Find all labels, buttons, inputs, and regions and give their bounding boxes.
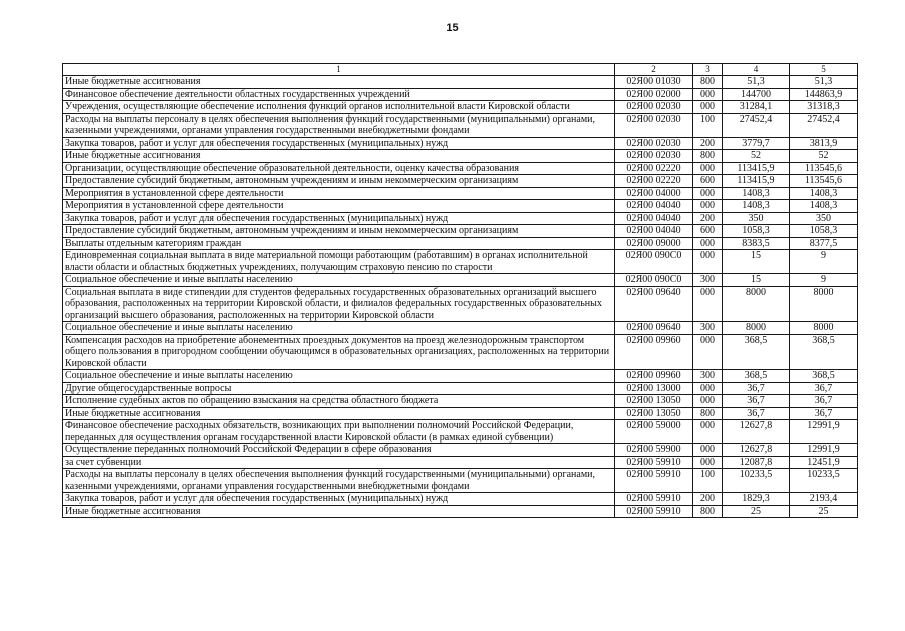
table-row	[63, 88, 858, 101]
expense-name-cell: Учреждения, осуществляющие обеспечение исполнения функций органов исполнительной власти Кировской области	[63, 101, 615, 114]
expense-type-cell: 000	[693, 101, 723, 114]
table-row	[63, 370, 858, 383]
amount-col5-cell: 51,3	[790, 76, 858, 89]
table-row	[63, 334, 858, 370]
target-code-cell: 02Я00 59910	[615, 469, 693, 493]
amount-col4-cell: 52	[723, 150, 790, 163]
expense-type-cell: 000	[693, 237, 723, 250]
amount-col4-cell: 10233,5	[723, 469, 790, 493]
table-row	[63, 322, 858, 335]
expense-name-cell: Мероприятия в установленной сфере деятельности	[63, 200, 615, 213]
expense-name-cell: Осуществление переданных полномочий Российской Федерации в сфере образования	[63, 444, 615, 457]
target-code-cell: 02Я00 02030	[615, 101, 693, 114]
expense-name-cell: Закупка товаров, работ и услуг для обеспечения государственных (муниципальных) нужд	[63, 493, 615, 506]
expense-name-cell: Финансовое обеспечение расходных обязательств, возникающих при выполнении полномочий Российской Федерации, переданных для осуществления органам государственной власти Кировской области (в рамках единой субвенции)	[63, 420, 615, 444]
expense-type-cell: 800	[693, 407, 723, 420]
amount-col4-cell: 368,5	[723, 370, 790, 383]
amount-col4-cell: 113415,9	[723, 175, 790, 188]
amount-col4-cell: 36,7	[723, 395, 790, 408]
expense-type-cell: 200	[693, 137, 723, 150]
amount-col5-cell: 8377,5	[790, 237, 858, 250]
target-code-cell: 02Я00 59910	[615, 505, 693, 518]
amount-col4-cell: 8000	[723, 322, 790, 335]
table-row	[63, 175, 858, 188]
expense-type-cell: 000	[693, 162, 723, 175]
amount-col5-cell: 8000	[790, 322, 858, 335]
expense-type-cell: 600	[693, 175, 723, 188]
expense-type-cell: 600	[693, 225, 723, 238]
target-code-cell: 02Я00 04040	[615, 212, 693, 225]
amount-col5-cell: 9	[790, 274, 858, 287]
amount-col5-cell: 368,5	[790, 370, 858, 383]
table-row	[63, 407, 858, 420]
expense-type-cell: 100	[693, 469, 723, 493]
expense-type-cell: 000	[693, 200, 723, 213]
target-code-cell: 02Я00 13050	[615, 407, 693, 420]
amount-col4-cell: 27452,4	[723, 113, 790, 137]
expense-name-cell: Другие общегосударственные вопросы	[63, 382, 615, 395]
target-code-cell: 02Я00 09640	[615, 286, 693, 322]
expense-name-cell: Социальная выплата в виде стипендии для студентов федеральных государственных образовательных организаций высшего образования, расположенных на территории Кировской области, и филиалов федеральных государственных образовательных организаций высшего образования, расположенных на территории Кировской области	[63, 286, 615, 322]
expense-name-cell: Мероприятия в установленной сфере деятельности	[63, 187, 615, 200]
target-code-cell: 02Я00 090С0	[615, 250, 693, 274]
amount-col5-cell: 36,7	[790, 407, 858, 420]
expense-type-cell: 200	[693, 212, 723, 225]
expense-name-cell: Иные бюджетные ассигнования	[63, 150, 615, 163]
expense-name-cell: Организации, осуществляющие обеспечение образовательной деятельности, оценку качества образования	[63, 162, 615, 175]
amount-col5-cell: 3813,9	[790, 137, 858, 150]
table-row	[63, 395, 858, 408]
expense-name-cell: Предоставление субсидий бюджетным, автономным учреждениям и иным некоммерческим организациям	[63, 225, 615, 238]
table-row	[63, 187, 858, 200]
table-row	[63, 250, 858, 274]
table-row	[63, 237, 858, 250]
amount-col5-cell: 350	[790, 212, 858, 225]
expense-name-cell: Закупка товаров, работ и услуг для обеспечения государственных (муниципальных) нужд	[63, 137, 615, 150]
expense-name-cell: Социальное обеспечение и иные выплаты населению	[63, 274, 615, 287]
expense-type-cell: 000	[693, 395, 723, 408]
expense-name-cell: Социальное обеспечение и иные выплаты населению	[63, 370, 615, 383]
amount-col4-cell: 36,7	[723, 407, 790, 420]
amount-col4-cell: 8000	[723, 286, 790, 322]
expense-name-cell: Иные бюджетные ассигнования	[63, 76, 615, 89]
amount-col4-cell: 12627,8	[723, 444, 790, 457]
amount-col5-cell: 1408,3	[790, 187, 858, 200]
expense-name-cell: Исполнение судебных актов по обращению взыскания на средства областного бюджета	[63, 395, 615, 408]
target-code-cell: 02Я00 59000	[615, 420, 693, 444]
target-code-cell: 02Я00 02030	[615, 137, 693, 150]
amount-col4-cell: 1829,3	[723, 493, 790, 506]
expense-type-cell: 000	[693, 334, 723, 370]
target-code-cell: 02Я00 13050	[615, 395, 693, 408]
expense-type-cell: 100	[693, 113, 723, 137]
amount-col4-cell: 12087,8	[723, 456, 790, 469]
expense-type-cell: 000	[693, 382, 723, 395]
amount-col5-cell: 52	[790, 150, 858, 163]
amount-col4-cell: 3779,7	[723, 137, 790, 150]
target-code-cell: 02Я00 59910	[615, 493, 693, 506]
expense-name-cell: Предоставление субсидий бюджетным, автономным учреждениям и иным некоммерческим организациям	[63, 175, 615, 188]
table-row	[63, 286, 858, 322]
target-code-cell: 02Я00 13000	[615, 382, 693, 395]
table-row	[63, 444, 858, 457]
target-code-cell: 02Я00 59900	[615, 444, 693, 457]
amount-col4-cell: 31284,1	[723, 101, 790, 114]
table-row	[63, 469, 858, 493]
table-row	[63, 200, 858, 213]
table-row	[63, 420, 858, 444]
amount-col5-cell: 27452,4	[790, 113, 858, 137]
amount-col5-cell: 1408,3	[790, 200, 858, 213]
table-row	[63, 456, 858, 469]
target-code-cell: 02Я00 02030	[615, 150, 693, 163]
amount-col4-cell: 8383,5	[723, 237, 790, 250]
amount-col4-cell: 25	[723, 505, 790, 518]
expense-type-cell: 200	[693, 493, 723, 506]
table-row	[63, 76, 858, 89]
expense-type-cell: 000	[693, 286, 723, 322]
amount-col5-cell: 368,5	[790, 334, 858, 370]
page-number: 15	[446, 22, 459, 34]
expense-name-cell: Иные бюджетные ассигнования	[63, 505, 615, 518]
expense-type-cell: 300	[693, 370, 723, 383]
amount-col5-cell: 113545,6	[790, 175, 858, 188]
target-code-cell: 02Я00 02220	[615, 175, 693, 188]
column-header: 2	[615, 64, 693, 76]
expense-name-cell: Единовременная социальная выплата в виде материальной помощи работающим (работавшим) в органах исполнительной власти области и областных бюджетных учреждениях, получающим страховую пенсию по старости	[63, 250, 615, 274]
table-row	[63, 101, 858, 114]
amount-col4-cell: 350	[723, 212, 790, 225]
table-row	[63, 505, 858, 518]
expense-type-cell: 000	[693, 420, 723, 444]
column-header: 1	[63, 64, 615, 76]
expense-name-cell: Социальное обеспечение и иные выплаты населению	[63, 322, 615, 335]
table-row	[63, 274, 858, 287]
column-header: 3	[693, 64, 723, 76]
expense-name-cell: Финансовое обеспечение деятельности областных государственных учреждений	[63, 88, 615, 101]
expense-type-cell: 800	[693, 76, 723, 89]
target-code-cell: 02Я00 090С0	[615, 274, 693, 287]
expense-type-cell: 300	[693, 274, 723, 287]
amount-col4-cell: 51,3	[723, 76, 790, 89]
amount-col4-cell: 1058,3	[723, 225, 790, 238]
amount-col5-cell: 12451,9	[790, 456, 858, 469]
target-code-cell: 02Я00 09000	[615, 237, 693, 250]
target-code-cell: 02Я00 09960	[615, 334, 693, 370]
target-code-cell: 02Я00 04040	[615, 225, 693, 238]
amount-col4-cell: 15	[723, 250, 790, 274]
table-row	[63, 150, 858, 163]
amount-col5-cell: 12991,9	[790, 444, 858, 457]
amount-col4-cell: 368,5	[723, 334, 790, 370]
column-header: 4	[723, 64, 790, 76]
expense-name-cell: Компенсация расходов на приобретение абонементных проездных документов на проезд железнодорожным транспортом общего пользования в пригородном сообщении обучающимся в образовательных организациях, расположенных на территории Кировской области	[63, 334, 615, 370]
target-code-cell: 02Я00 59910	[615, 456, 693, 469]
table-row	[63, 137, 858, 150]
amount-col5-cell: 113545,6	[790, 162, 858, 175]
expense-name-cell: за счет субвенции	[63, 456, 615, 469]
expense-name-cell: Расходы на выплаты персоналу в целях обеспечения выполнения функций государственными (муниципальными) органами, казенными учреждениями, органами управления государственными внебюджетными фондами	[63, 113, 615, 137]
target-code-cell: 02Я00 04040	[615, 200, 693, 213]
amount-col5-cell: 36,7	[790, 395, 858, 408]
table-body	[63, 76, 858, 518]
amount-col4-cell: 15	[723, 274, 790, 287]
expense-type-cell: 000	[693, 187, 723, 200]
amount-col4-cell: 36,7	[723, 382, 790, 395]
amount-col5-cell: 10233,5	[790, 469, 858, 493]
expense-name-cell: Иные бюджетные ассигнования	[63, 407, 615, 420]
column-header: 5	[790, 64, 858, 76]
table-row	[63, 493, 858, 506]
expense-name-cell: Закупка товаров, работ и услуг для обеспечения государственных (муниципальных) нужд	[63, 212, 615, 225]
amount-col5-cell: 144863,9	[790, 88, 858, 101]
table-row	[63, 382, 858, 395]
target-code-cell: 02Я00 02000	[615, 88, 693, 101]
amount-col5-cell: 9	[790, 250, 858, 274]
table-row	[63, 212, 858, 225]
target-code-cell: 02Я00 02220	[615, 162, 693, 175]
expense-type-cell: 300	[693, 322, 723, 335]
expense-type-cell: 000	[693, 88, 723, 101]
target-code-cell: 02Я00 09960	[615, 370, 693, 383]
expense-type-cell: 000	[693, 456, 723, 469]
table-row	[63, 162, 858, 175]
amount-col4-cell: 12627,8	[723, 420, 790, 444]
target-code-cell: 02Я00 09640	[615, 322, 693, 335]
target-code-cell: 02Я00 01030	[615, 76, 693, 89]
amount-col5-cell: 8000	[790, 286, 858, 322]
amount-col4-cell: 113415,9	[723, 162, 790, 175]
amount-col5-cell: 1058,3	[790, 225, 858, 238]
expense-name-cell: Выплаты отдельным категориям граждан	[63, 237, 615, 250]
expense-type-cell: 000	[693, 250, 723, 274]
amount-col5-cell: 25	[790, 505, 858, 518]
table-header-row	[63, 64, 858, 76]
table-row	[63, 113, 858, 137]
budget-table	[62, 63, 858, 518]
expense-name-cell: Расходы на выплаты персоналу в целях обеспечения выполнения функций государственными (муниципальными) органами, казенными учреждениями, органами управления государственными внебюджетными фондами	[63, 469, 615, 493]
amount-col5-cell: 36,7	[790, 382, 858, 395]
amount-col4-cell: 144700	[723, 88, 790, 101]
table-row	[63, 225, 858, 238]
expense-type-cell: 800	[693, 150, 723, 163]
expense-type-cell: 800	[693, 505, 723, 518]
target-code-cell: 02Я00 04000	[615, 187, 693, 200]
amount-col5-cell: 2193,4	[790, 493, 858, 506]
expense-type-cell: 000	[693, 444, 723, 457]
amount-col5-cell: 12991,9	[790, 420, 858, 444]
amount-col4-cell: 1408,3	[723, 187, 790, 200]
amount-col5-cell: 31318,3	[790, 101, 858, 114]
target-code-cell: 02Я00 02030	[615, 113, 693, 137]
amount-col4-cell: 1408,3	[723, 200, 790, 213]
